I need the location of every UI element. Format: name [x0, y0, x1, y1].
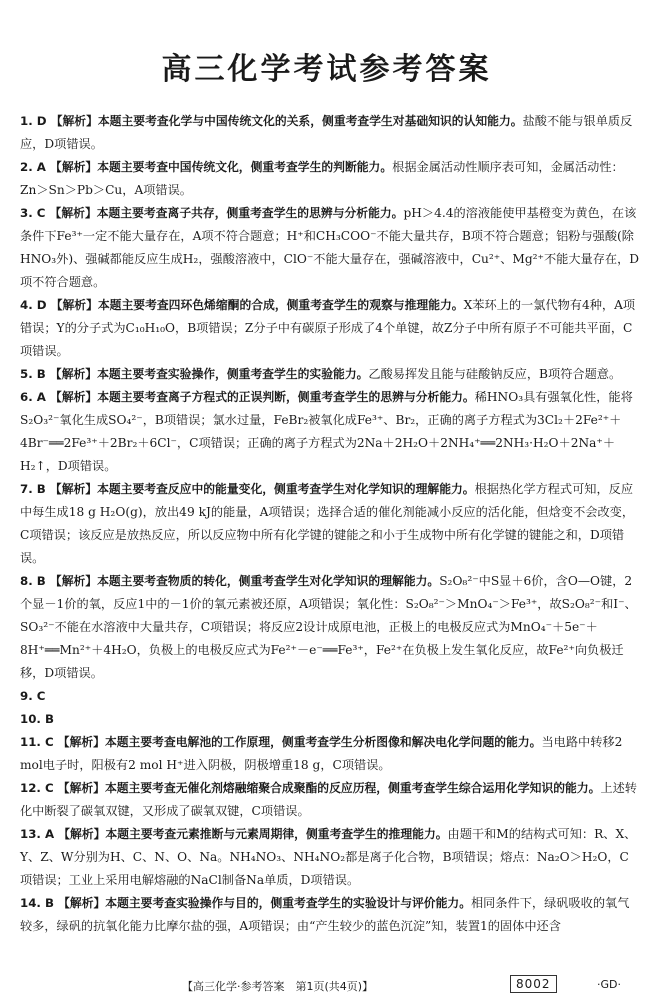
answer-list — [20, 110, 640, 938]
answer-3-body: pH＞4.4的溶液能使甲基橙变为黄色，在该条件下Fe³⁺一定不能大量存在，A项不符合题意；H⁺和CH₃COO⁻不能大量共存，B项不符合题意；铝粉与强酸(除HNO₃外)、强碱都能反应生成H₂，强酸溶液中，ClO⁻不能大量存在，强碱溶液中，Cu²⁺、Mg²⁺不能大量存在，D项不符合题意。 — [20, 206, 640, 289]
answer-3-head: 3. C 【解析】本题主要考查离子共存，侧重考查学生的思辨与分析能力。 — [20, 206, 404, 220]
footer-exam-code: 8002 — [510, 975, 557, 993]
answer-10-head: 10. B — [20, 712, 54, 726]
answer-10 — [20, 708, 640, 731]
answer-11 — [20, 731, 640, 777]
answer-13 — [20, 823, 640, 892]
answer-6 — [20, 386, 640, 478]
answer-7-head: 7. B 【解析】本题主要考查反应中的能量变化，侧重考查学生对化学知识的理解能力。 — [20, 482, 475, 496]
answer-5 — [20, 363, 640, 386]
answer-6-body: 稀HNO₃具有强氧化性，能将S₂O₃²⁻氧化生成SO₄²⁻，B项错误；氯水过量，FeBr₂被氧化成Fe³⁺、Br₂，正确的离子方程式为3Cl₂＋2Fe²⁺＋4Br⁻══2Fe³⁺＋2Br₂＋6Cl⁻，C项错误；正确的离子方程式为2Na＋2H₂O＋2NH₄⁺══2NH₃·H₂O＋2Na⁺＋H₂↑，D项错误。 — [20, 390, 633, 473]
answer-8 — [20, 570, 640, 685]
answer-4-head: 4. D 【解析】本题主要考查四环色烯缩酮的合成，侧重考查学生的观察与推理能力。 — [20, 298, 464, 312]
answer-11-body: 当电路中转移2 mol电子时，阳极有2 mol H⁺进入阴极，阴极增重18 g，C项错误。 — [20, 735, 623, 772]
answer-3 — [20, 202, 640, 294]
answer-8-head: 8. B 【解析】本题主要考查物质的转化，侧重考查学生对化学知识的理解能力。 — [20, 574, 440, 588]
page-title: 高三化学考试参考答案 — [161, 52, 492, 87]
answer-12-head: 12. C 【解析】本题主要考查无催化剂熔融缩聚合成聚酯的反应历程，侧重考查学生综合运用化学知识的能力。 — [20, 781, 601, 795]
answer-14 — [20, 892, 640, 938]
answer-1-body: 盐酸不能与银单质反应，D项错误。 — [20, 114, 633, 151]
answer-12 — [20, 777, 640, 823]
answer-1-head: 1. D 【解析】本题主要考查化学与中国传统文化的关系，侧重考查学生对基础知识的认知能力。 — [20, 114, 523, 128]
answer-2 — [20, 156, 640, 202]
answer-14-body: 相同条件下，绿矾吸收的氧气较多，绿矾的抗氧化能力比摩尔盐的强，A项错误；由“产生较少的蓝色沉淀”知，装置1的固体中还含 — [20, 896, 630, 933]
footer-page-info: 【高三化学·参考答案 第1页(共4页)】 — [182, 980, 374, 993]
answer-14-head: 14. B 【解析】本题主要考查实验操作与目的，侧重考查学生的实验设计与评价能力。 — [20, 896, 471, 910]
answer-9-head: 9. C — [20, 689, 46, 703]
answer-9 — [20, 685, 640, 708]
page-footer — [0, 974, 653, 996]
answer-6-head: 6. A 【解析】本题主要考查离子方程式的正误判断，侧重考查学生的思辨与分析能力。 — [20, 390, 475, 404]
answer-7-body: 根据热化学方程式可知，反应中每生成18 g H₂O(g)，放出49 kJ的能量，A项错误；选择合适的催化剂能减小反应的活化能，但焓变不会改变，C项错误；该反应是放热反应，所以反应物中所有化学键的键能之和小于生成物中所有化学键的键能之和，D项错误。 — [20, 482, 635, 565]
answer-4-body: X苯环上的一氯代物有4种，A项错误；Y的分子式为C₁₀H₁₀O，B项错误；Z分子中有碳原子形成了4个单键，故Z分子中所有原子不可能共平面，C项错误。 — [20, 298, 636, 358]
answer-11-head: 11. C 【解析】本题主要考查电解池的工作原理，侧重考查学生分析图像和解决电化学问题的能力。 — [20, 735, 542, 749]
answer-12-body: 上述转化中断裂了碳氧双键，又形成了碳氧双键，C项错误。 — [20, 781, 637, 818]
answer-7 — [20, 478, 640, 570]
answer-13-body: 由题干和M的结构式可知：R、X、Y、Z、W分别为H、C、N、O、Na。NH₄NO₃、NH₄NO₂都是离子化合物，B项错误；熔点：Na₂O＞H₂O，C项错误；工业上采用电解熔融的NaCl制备Na单质，D项错误。 — [20, 827, 637, 887]
answer-5-body: 乙酸易挥发且能与硅酸钠反应，B项符合题意。 — [368, 367, 622, 381]
answer-5-head: 5. B 【解析】本题主要考查实验操作，侧重考查学生的实验能力。 — [20, 367, 369, 381]
answer-8-body: S₂O₈²⁻中S显＋6价，含O—O键，2个显－1价的氧，反应1中的－1价的氧元素被还原，A项错误；氧化性：S₂O₈²⁻＞MnO₄⁻＞Fe³⁺，故S₂O₈²⁻和I⁻、SO₃²⁻不能在水溶液中大量共存，C项错误；将反应2设计成原电池，正极上的电极反应式为MnO₄⁻＋5e⁻＋8H⁺══Mn²⁺＋4H₂O，负极上的电极反应式为Fe²⁺－e⁻══Fe³⁺，Fe²⁺在负极上发生氧化反应，故Fe²⁺向负极迁移，D项错误。 — [20, 574, 637, 680]
footer-region-mark: ·GD· — [597, 978, 621, 991]
answer-1 — [20, 110, 640, 156]
answer-2-head: 2. A 【解析】本题主要考查中国传统文化，侧重考查学生的判断能力。 — [20, 160, 393, 174]
answer-4 — [20, 294, 640, 363]
answer-2-body: 根据金属活动性顺序表可知，金属活动性：Zn＞Sn＞Pb＞Cu，A项错误。 — [20, 160, 624, 197]
answer-13-head: 13. A 【解析】本题主要考查元素推断与元素周期律，侧重考查学生的推理能力。 — [20, 827, 448, 841]
